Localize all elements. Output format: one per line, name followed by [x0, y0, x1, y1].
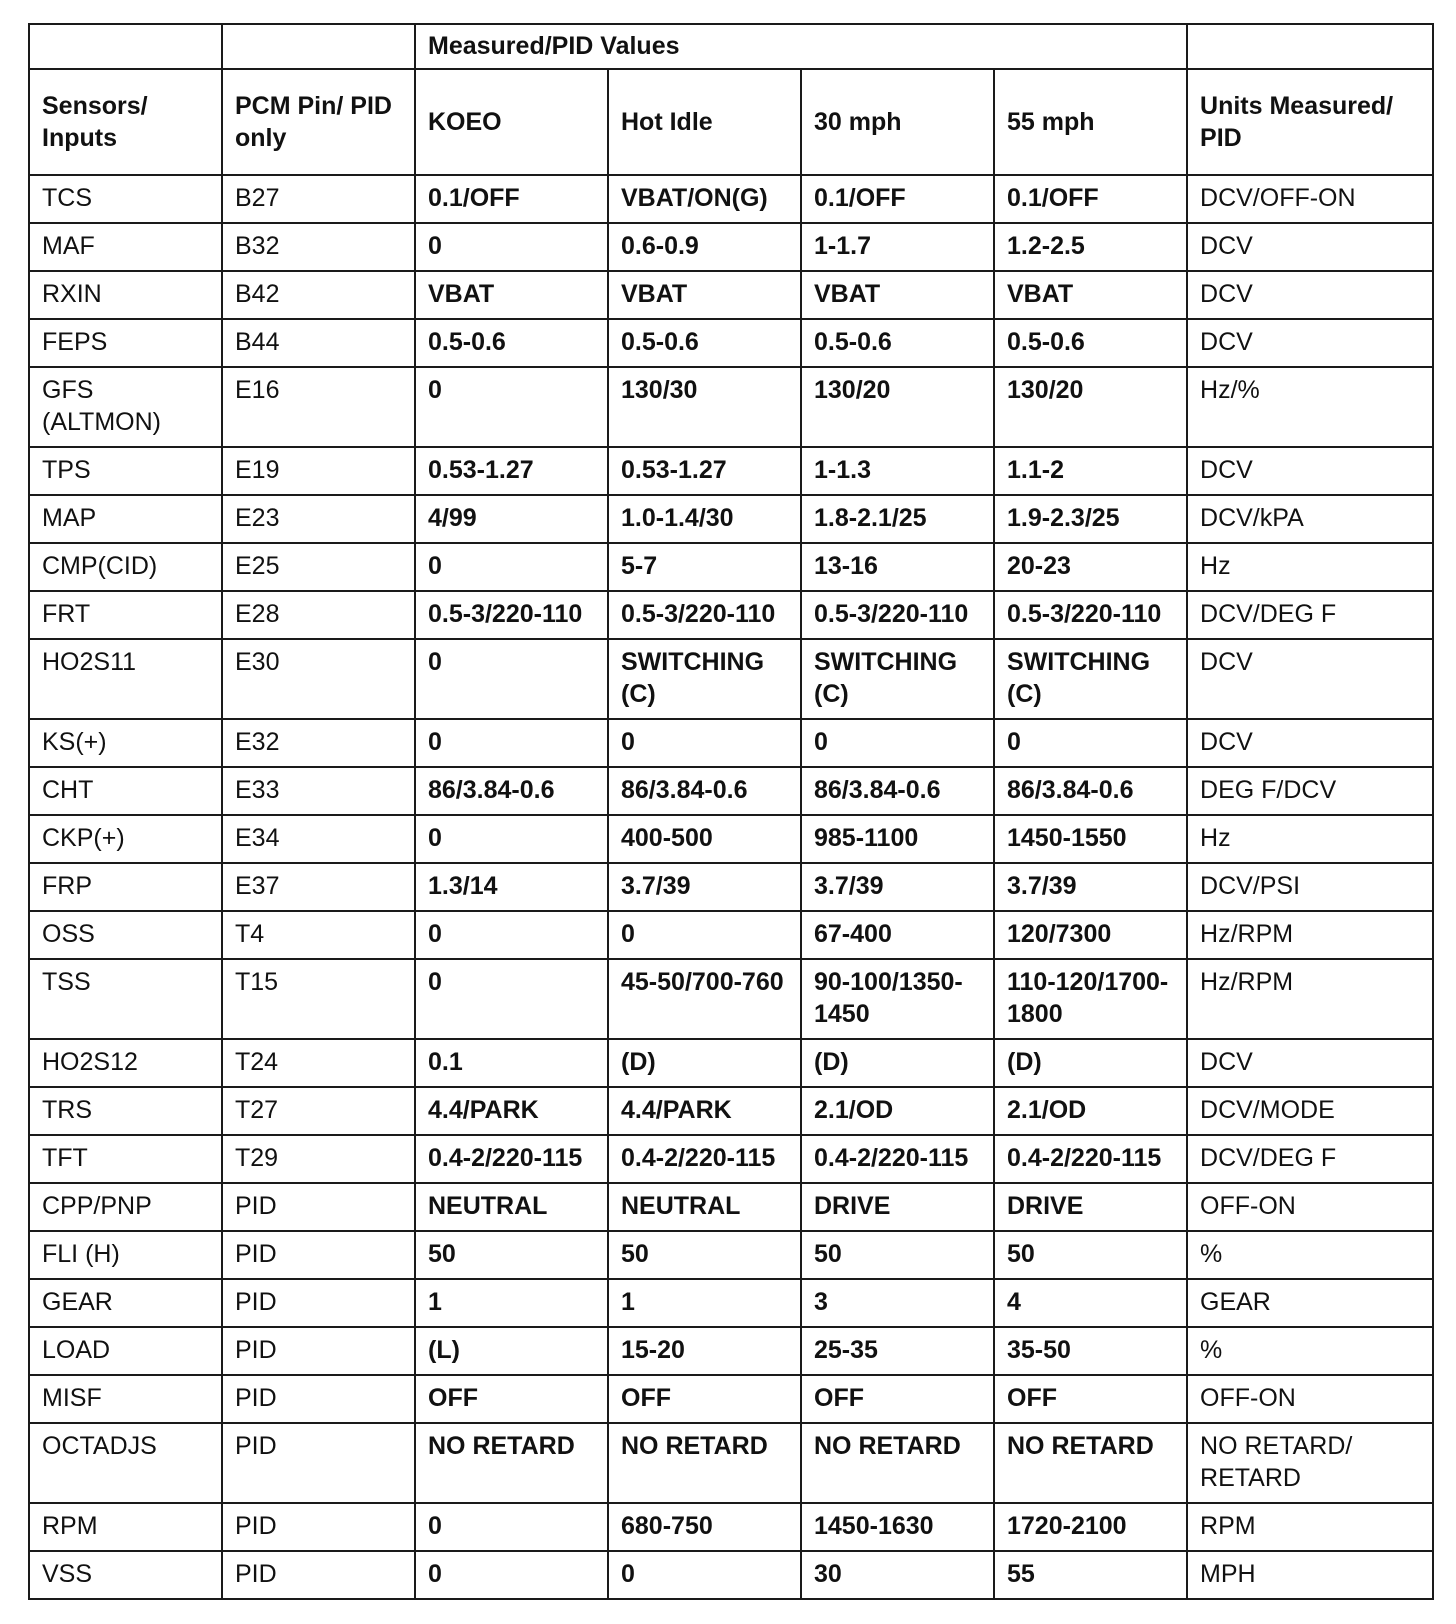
cell-pin: T15 — [222, 959, 415, 1039]
cell-30mph: 86/3.84-0.6 — [801, 767, 994, 815]
cell-hot-idle: 0.5-3/220-110 — [608, 591, 801, 639]
header-group-row — [29, 24, 1433, 69]
cell-units: % — [1187, 1231, 1433, 1279]
cell-30mph: 0.4-2/220-115 — [801, 1135, 994, 1183]
cell-koeo: 0 — [415, 911, 608, 959]
cell-units: RPM — [1187, 1503, 1433, 1551]
cell-30mph: 1-1.3 — [801, 447, 994, 495]
cell-units: DCV/PSI — [1187, 863, 1433, 911]
cell-sensor: HO2S12 — [29, 1039, 222, 1087]
header-blank-cell — [29, 24, 222, 69]
cell-pin: E23 — [222, 495, 415, 543]
cell-koeo: 0 — [415, 719, 608, 767]
cell-hot-idle: 0.4-2/220-115 — [608, 1135, 801, 1183]
cell-koeo: 4/99 — [415, 495, 608, 543]
table-row — [29, 1135, 1433, 1183]
cell-hot-idle: 0.53-1.27 — [608, 447, 801, 495]
table-row — [29, 1087, 1433, 1135]
cell-hot-idle: 86/3.84-0.6 — [608, 767, 801, 815]
cell-pin: PID — [222, 1183, 415, 1231]
cell-units: DCV — [1187, 1039, 1433, 1087]
cell-55mph: 0.5-3/220-110 — [994, 591, 1187, 639]
table-row — [29, 719, 1433, 767]
cell-55mph: 1450-1550 — [994, 815, 1187, 863]
cell-koeo: 0.1/OFF — [415, 175, 608, 223]
cell-hot-idle: 1.0-1.4/30 — [608, 495, 801, 543]
table-row — [29, 1183, 1433, 1231]
cell-hot-idle: 0 — [608, 719, 801, 767]
cell-55mph: 3.7/39 — [994, 863, 1187, 911]
cell-sensor: OSS — [29, 911, 222, 959]
cell-sensor: CMP(CID) — [29, 543, 222, 591]
cell-pin: E37 — [222, 863, 415, 911]
cell-koeo: 0.4-2/220-115 — [415, 1135, 608, 1183]
cell-sensor: MAF — [29, 223, 222, 271]
cell-55mph: SWITCHING (C) — [994, 639, 1187, 719]
col-header-hot-idle: Hot Idle — [608, 69, 801, 175]
cell-sensor: CKP(+) — [29, 815, 222, 863]
table-row — [29, 959, 1433, 1039]
cell-pin: E32 — [222, 719, 415, 767]
cell-sensor: CPP/PNP — [29, 1183, 222, 1231]
cell-sensor: FRP — [29, 863, 222, 911]
cell-hot-idle: VBAT — [608, 271, 801, 319]
cell-hot-idle: 0 — [608, 1551, 801, 1599]
cell-sensor: VSS — [29, 1551, 222, 1599]
cell-sensor: TPS — [29, 447, 222, 495]
cell-units: MPH — [1187, 1551, 1433, 1599]
col-header-pin: PCM Pin/ PID only — [222, 69, 415, 175]
table-row — [29, 767, 1433, 815]
cell-30mph: 50 — [801, 1231, 994, 1279]
cell-55mph: 130/20 — [994, 367, 1187, 447]
cell-units: DCV/DEG F — [1187, 1135, 1433, 1183]
cell-30mph: 3 — [801, 1279, 994, 1327]
header-blank-cell — [222, 24, 415, 69]
cell-55mph: 35-50 — [994, 1327, 1187, 1375]
cell-30mph: 0.5-0.6 — [801, 319, 994, 367]
cell-koeo: 0 — [415, 959, 608, 1039]
cell-30mph: 30 — [801, 1551, 994, 1599]
cell-units: OFF-ON — [1187, 1183, 1433, 1231]
cell-units: Hz — [1187, 815, 1433, 863]
cell-koeo: 0.5-3/220-110 — [415, 591, 608, 639]
cell-units: % — [1187, 1327, 1433, 1375]
header-blank-cell — [1187, 24, 1433, 69]
cell-30mph: (D) — [801, 1039, 994, 1087]
cell-pin: B44 — [222, 319, 415, 367]
table-row — [29, 1327, 1433, 1375]
cell-hot-idle: 1 — [608, 1279, 801, 1327]
cell-sensor: OCTADJS — [29, 1423, 222, 1503]
cell-hot-idle: 45-50/700-760 — [608, 959, 801, 1039]
cell-hot-idle: 0 — [608, 911, 801, 959]
col-header-55mph: 55 mph — [994, 69, 1187, 175]
header-group-label: Measured/PID Values — [415, 24, 1187, 69]
cell-30mph: 0 — [801, 719, 994, 767]
cell-koeo: 1 — [415, 1279, 608, 1327]
cell-30mph: 0.1/OFF — [801, 175, 994, 223]
cell-hot-idle: OFF — [608, 1375, 801, 1423]
cell-55mph: 1.9-2.3/25 — [994, 495, 1187, 543]
cell-koeo: 0 — [415, 815, 608, 863]
cell-pin: PID — [222, 1279, 415, 1327]
cell-30mph: 25-35 — [801, 1327, 994, 1375]
table-row — [29, 1551, 1433, 1599]
cell-30mph: 985-1100 — [801, 815, 994, 863]
cell-sensor: LOAD — [29, 1327, 222, 1375]
cell-koeo: (L) — [415, 1327, 608, 1375]
cell-koeo: OFF — [415, 1375, 608, 1423]
cell-pin: PID — [222, 1327, 415, 1375]
cell-units: DCV — [1187, 319, 1433, 367]
cell-pin: PID — [222, 1375, 415, 1423]
cell-30mph: 67-400 — [801, 911, 994, 959]
cell-pin: T4 — [222, 911, 415, 959]
cell-units: DCV — [1187, 271, 1433, 319]
cell-sensor: FRT — [29, 591, 222, 639]
table-row — [29, 639, 1433, 719]
cell-55mph: 0.1/OFF — [994, 175, 1187, 223]
cell-55mph: 86/3.84-0.6 — [994, 767, 1187, 815]
cell-30mph: 1450-1630 — [801, 1503, 994, 1551]
cell-hot-idle: 680-750 — [608, 1503, 801, 1551]
table-row — [29, 1503, 1433, 1551]
cell-koeo: 4.4/PARK — [415, 1087, 608, 1135]
header-column-row — [29, 69, 1433, 175]
table-row — [29, 815, 1433, 863]
cell-units: GEAR — [1187, 1279, 1433, 1327]
cell-pin: E19 — [222, 447, 415, 495]
cell-koeo: 0.53-1.27 — [415, 447, 608, 495]
col-header-30mph: 30 mph — [801, 69, 994, 175]
cell-30mph: VBAT — [801, 271, 994, 319]
cell-pin: PID — [222, 1503, 415, 1551]
cell-55mph: 0.5-0.6 — [994, 319, 1187, 367]
cell-units: DEG F/DCV — [1187, 767, 1433, 815]
cell-hot-idle: 15-20 — [608, 1327, 801, 1375]
cell-pin: B27 — [222, 175, 415, 223]
cell-sensor: RPM — [29, 1503, 222, 1551]
cell-30mph: 1.8-2.1/25 — [801, 495, 994, 543]
cell-55mph: 2.1/OD — [994, 1087, 1187, 1135]
table-body — [29, 175, 1433, 1599]
cell-pin: T29 — [222, 1135, 415, 1183]
table-row — [29, 911, 1433, 959]
cell-30mph: 1-1.7 — [801, 223, 994, 271]
cell-koeo: 1.3/14 — [415, 863, 608, 911]
cell-55mph: 0.4-2/220-115 — [994, 1135, 1187, 1183]
cell-sensor: CHT — [29, 767, 222, 815]
cell-koeo: 0 — [415, 367, 608, 447]
cell-55mph: 20-23 — [994, 543, 1187, 591]
cell-55mph: VBAT — [994, 271, 1187, 319]
table-row — [29, 495, 1433, 543]
table-row — [29, 863, 1433, 911]
cell-sensor: GEAR — [29, 1279, 222, 1327]
cell-30mph: 90-100/1350-1450 — [801, 959, 994, 1039]
cell-units: DCV/MODE — [1187, 1087, 1433, 1135]
table-row — [29, 447, 1433, 495]
cell-sensor: MAP — [29, 495, 222, 543]
cell-sensor: GFS (ALTMON) — [29, 367, 222, 447]
table-row — [29, 271, 1433, 319]
table-row — [29, 223, 1433, 271]
cell-koeo: VBAT — [415, 271, 608, 319]
pid-values-table — [28, 23, 1434, 1600]
table-row — [29, 1279, 1433, 1327]
cell-units: OFF-ON — [1187, 1375, 1433, 1423]
table-row — [29, 1039, 1433, 1087]
cell-units: Hz — [1187, 543, 1433, 591]
table-row — [29, 543, 1433, 591]
cell-55mph: 1720-2100 — [994, 1503, 1187, 1551]
cell-55mph: 0 — [994, 719, 1187, 767]
cell-hot-idle: 50 — [608, 1231, 801, 1279]
table-row — [29, 1231, 1433, 1279]
cell-hot-idle: 0.6-0.9 — [608, 223, 801, 271]
cell-30mph: 0.5-3/220-110 — [801, 591, 994, 639]
table-row — [29, 319, 1433, 367]
cell-55mph: 1.1-2 — [994, 447, 1187, 495]
cell-55mph: 110-120/1700-1800 — [994, 959, 1187, 1039]
cell-hot-idle: SWITCHING (C) — [608, 639, 801, 719]
cell-koeo: 0 — [415, 639, 608, 719]
cell-sensor: TSS — [29, 959, 222, 1039]
cell-koeo: 0.5-0.6 — [415, 319, 608, 367]
cell-koeo: 0 — [415, 1503, 608, 1551]
cell-55mph: 1.2-2.5 — [994, 223, 1187, 271]
cell-hot-idle: NEUTRAL — [608, 1183, 801, 1231]
cell-hot-idle: 130/30 — [608, 367, 801, 447]
cell-units: DCV — [1187, 639, 1433, 719]
cell-pin: T27 — [222, 1087, 415, 1135]
cell-55mph: (D) — [994, 1039, 1187, 1087]
cell-hot-idle: VBAT/ON(G) — [608, 175, 801, 223]
col-header-koeo: KOEO — [415, 69, 608, 175]
cell-pin: T24 — [222, 1039, 415, 1087]
cell-hot-idle: 400-500 — [608, 815, 801, 863]
table-row — [29, 367, 1433, 447]
cell-koeo: 50 — [415, 1231, 608, 1279]
cell-55mph: 55 — [994, 1551, 1187, 1599]
cell-30mph: DRIVE — [801, 1183, 994, 1231]
cell-30mph: 13-16 — [801, 543, 994, 591]
cell-pin: E25 — [222, 543, 415, 591]
col-header-sensor: Sensors/ Inputs — [29, 69, 222, 175]
cell-hot-idle: 5-7 — [608, 543, 801, 591]
cell-30mph: 2.1/OD — [801, 1087, 994, 1135]
cell-koeo: 0 — [415, 1551, 608, 1599]
cell-sensor: FEPS — [29, 319, 222, 367]
cell-55mph: NO RETARD — [994, 1423, 1187, 1503]
cell-units: DCV/kPA — [1187, 495, 1433, 543]
table-row — [29, 1375, 1433, 1423]
cell-units: Hz/RPM — [1187, 911, 1433, 959]
cell-units: Hz/% — [1187, 367, 1433, 447]
cell-koeo: NO RETARD — [415, 1423, 608, 1503]
cell-pin: E33 — [222, 767, 415, 815]
cell-koeo: 0 — [415, 543, 608, 591]
cell-hot-idle: (D) — [608, 1039, 801, 1087]
cell-koeo: NEUTRAL — [415, 1183, 608, 1231]
cell-koeo: 86/3.84-0.6 — [415, 767, 608, 815]
cell-30mph: SWITCHING (C) — [801, 639, 994, 719]
cell-pin: E30 — [222, 639, 415, 719]
cell-sensor: FLI (H) — [29, 1231, 222, 1279]
cell-sensor: KS(+) — [29, 719, 222, 767]
table-row — [29, 591, 1433, 639]
cell-30mph: OFF — [801, 1375, 994, 1423]
table-row — [29, 175, 1433, 223]
cell-sensor: RXIN — [29, 271, 222, 319]
cell-units: DCV/OFF-ON — [1187, 175, 1433, 223]
cell-units: DCV — [1187, 223, 1433, 271]
cell-30mph: NO RETARD — [801, 1423, 994, 1503]
cell-hot-idle: 0.5-0.6 — [608, 319, 801, 367]
col-header-units: Units Measured/ PID — [1187, 69, 1433, 175]
cell-pin: B32 — [222, 223, 415, 271]
cell-pin: PID — [222, 1423, 415, 1503]
cell-pin: E34 — [222, 815, 415, 863]
cell-koeo: 0.1 — [415, 1039, 608, 1087]
cell-units: DCV — [1187, 447, 1433, 495]
table-row — [29, 1423, 1433, 1503]
cell-sensor: HO2S11 — [29, 639, 222, 719]
cell-pin: B42 — [222, 271, 415, 319]
cell-sensor: MISF — [29, 1375, 222, 1423]
cell-55mph: 50 — [994, 1231, 1187, 1279]
cell-hot-idle: NO RETARD — [608, 1423, 801, 1503]
cell-pin: E16 — [222, 367, 415, 447]
cell-30mph: 3.7/39 — [801, 863, 994, 911]
cell-pin: PID — [222, 1231, 415, 1279]
cell-pin: PID — [222, 1551, 415, 1599]
cell-units: Hz/RPM — [1187, 959, 1433, 1039]
cell-units: NO RETARD/ RETARD — [1187, 1423, 1433, 1503]
cell-55mph: DRIVE — [994, 1183, 1187, 1231]
cell-sensor: TFT — [29, 1135, 222, 1183]
cell-30mph: 130/20 — [801, 367, 994, 447]
cell-55mph: OFF — [994, 1375, 1187, 1423]
cell-55mph: 4 — [994, 1279, 1187, 1327]
cell-55mph: 120/7300 — [994, 911, 1187, 959]
cell-pin: E28 — [222, 591, 415, 639]
cell-sensor: TRS — [29, 1087, 222, 1135]
cell-units: DCV — [1187, 719, 1433, 767]
cell-hot-idle: 3.7/39 — [608, 863, 801, 911]
cell-sensor: TCS — [29, 175, 222, 223]
cell-units: DCV/DEG F — [1187, 591, 1433, 639]
cell-hot-idle: 4.4/PARK — [608, 1087, 801, 1135]
cell-koeo: 0 — [415, 223, 608, 271]
